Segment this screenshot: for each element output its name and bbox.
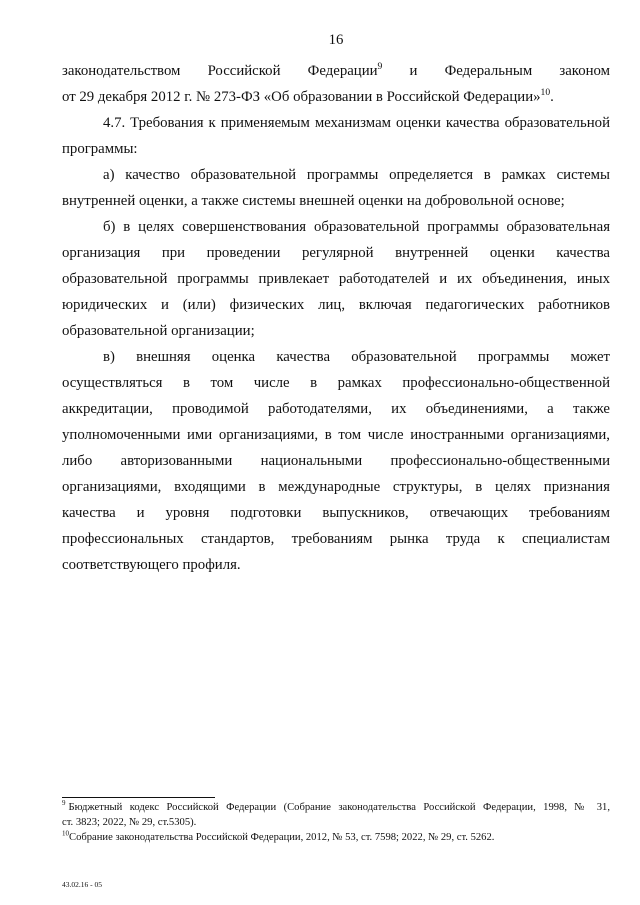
text-line: юридических и (или) физических лиц, включая педагогических работников xyxy=(62,297,610,313)
text-line: а) качество образовательной программы определяется в рамках системы xyxy=(103,167,610,183)
footnote-separator xyxy=(62,797,215,798)
text-line: уполномоченными ими организациями, в том числе иностранными организациями, xyxy=(62,427,610,443)
clause-4-7 xyxy=(62,110,610,162)
item-b xyxy=(62,214,610,344)
line-text: и Федеральным законом xyxy=(382,63,610,79)
text-line: организациями, входящими в международные структуры, в целях признания xyxy=(62,479,610,495)
text-line: качества и уровня подготовки выпускников, отвечающих требованиям xyxy=(62,505,610,521)
text-line xyxy=(62,84,610,110)
footnote-10 xyxy=(62,830,610,845)
item-c xyxy=(62,344,610,578)
footnote-marker: 9 xyxy=(62,799,66,808)
footnote-line xyxy=(62,830,610,845)
footnote-text: Бюджетный кодекс Российской Федерации (Собрание законодательства Российской Федерации, 1998, № 31, xyxy=(68,802,610,813)
text-line: внутренней оценки, а также системы внешней оценки на добровольной основе; xyxy=(62,193,565,209)
text-line: либо авторизованными национальными профессионально-общественными xyxy=(62,453,610,469)
text-line: осуществляться в том числе в рамках профессионально-общественной xyxy=(62,375,610,391)
line-text: законодательством Российской Федерации xyxy=(62,63,378,79)
document-code: 43.02.16 - 05 xyxy=(62,880,102,889)
footnote-text: Собрание законодательства Российской Федерации, 2012, № 53, ст. 7598; 2022, № 29, ст. 5262. xyxy=(69,832,495,843)
text-line: профессиональных стандартов, требованиям рынка труда к специалистам xyxy=(62,531,610,547)
footnote-reference-9: 9 xyxy=(377,61,383,73)
clause-heading-line: программы: xyxy=(62,141,138,157)
text-line: аккредитации, проводимой работодателями, их объединениями, а также xyxy=(62,401,610,417)
footnote-line: ст. 3823; 2022, № 29, ст.5305). xyxy=(62,817,197,828)
text-line: организация при проведении регулярной внутренней оценки качества xyxy=(62,245,610,261)
body-text xyxy=(62,58,610,578)
line-text: . xyxy=(550,89,554,105)
footnote-line xyxy=(62,800,610,815)
footnotes xyxy=(62,800,610,845)
line-text: от 29 декабря 2012 г. № 273-ФЗ «Об образовании в Российской Федерации» xyxy=(62,89,541,105)
page-number: 16 xyxy=(328,32,344,48)
text-line: соответствующего профиля. xyxy=(62,557,241,573)
clause-heading-line: 4.7. Требования к применяемым механизмам оценки качества образовательной xyxy=(103,115,610,131)
text-line: образовательной программы привлекает работодателей и их объединения, иных xyxy=(62,271,610,287)
footnote-9 xyxy=(62,800,610,830)
footnote-reference-10: 10 xyxy=(540,87,551,99)
text-line: б) в целях совершенствования образовательной программы образовательная xyxy=(103,219,610,235)
intro-paragraph xyxy=(62,58,610,110)
text-line: образовательной организации; xyxy=(62,323,255,339)
item-a xyxy=(62,162,610,214)
text-line: в) внешняя оценка качества образовательной программы может xyxy=(103,349,610,365)
footnote-marker: 10 xyxy=(62,829,69,838)
text-line xyxy=(62,58,610,84)
